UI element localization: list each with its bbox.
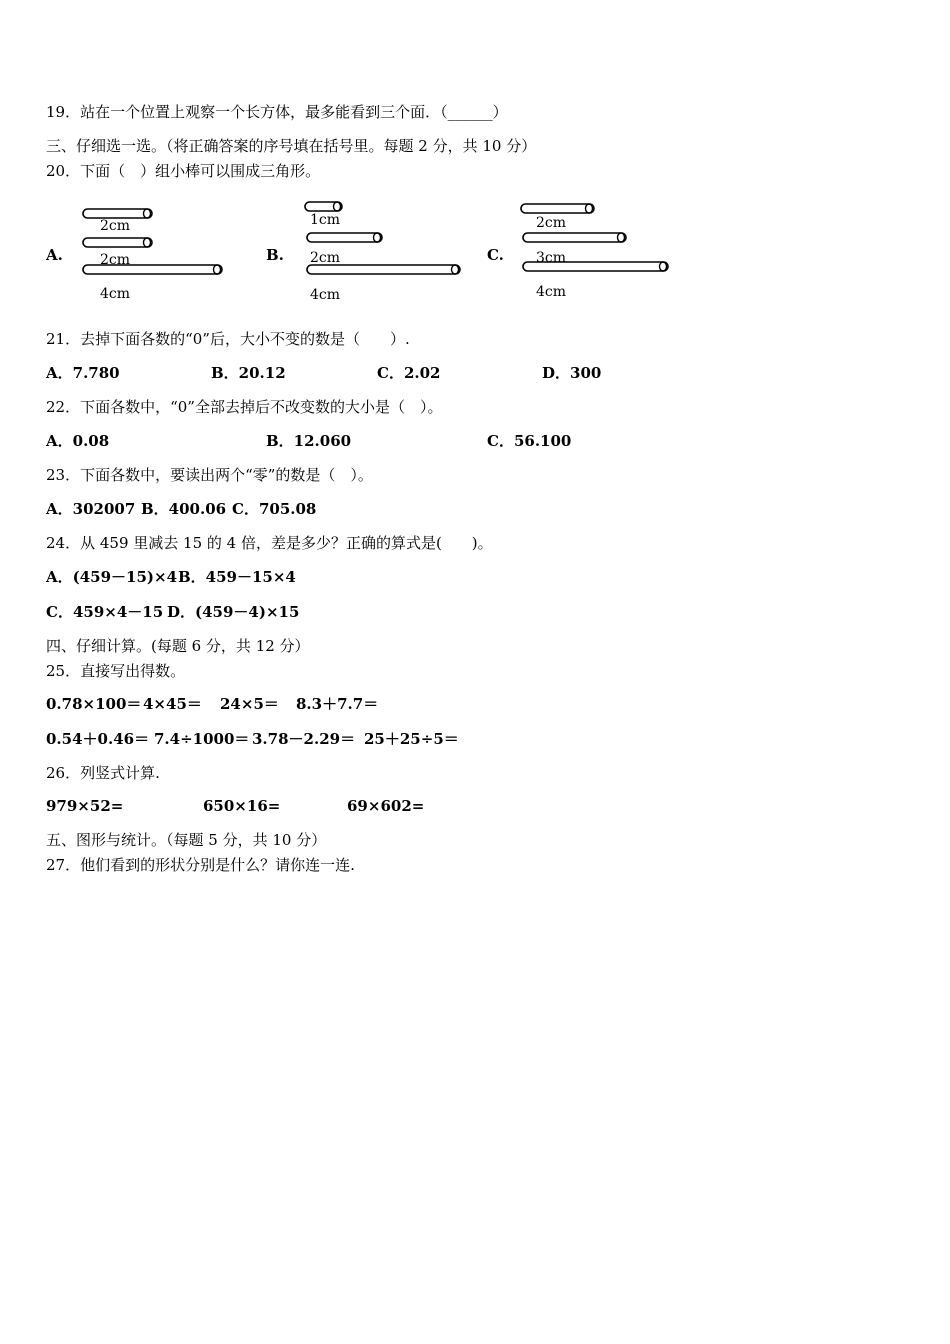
- q25-row1-item1: 0.78×100＝: [46, 695, 142, 713]
- option-b-label: B.: [266, 246, 284, 264]
- stick-c1: [520, 203, 596, 215]
- question-20: 20．下面（ ）组小棒可以围成三角形。: [46, 162, 321, 180]
- stick-a3: [82, 264, 224, 276]
- q25-row2-item2: 7.4÷1000＝: [154, 730, 250, 748]
- q24-option-a: A．(459－15)×4: [46, 568, 178, 586]
- stick-b3: [306, 264, 462, 276]
- q25-row1-item2: 4×45＝: [143, 695, 202, 713]
- stick-a2-label: 2cm: [100, 252, 131, 268]
- q26-item3: 69×602=: [347, 797, 425, 815]
- q21-option-b: B．20.12: [211, 364, 286, 382]
- question-19: 19．站在一个位置上观察一个长方体，最多能看到三个面．（______）: [46, 103, 508, 121]
- q26-item1: 979×52=: [46, 797, 124, 815]
- question-21: 21．去掉下面各数的“0”后，大小不变的数是（ ）.: [46, 330, 410, 348]
- section-4-heading: 四、仔细计算。(每题 6 分，共 12 分）: [46, 637, 310, 655]
- stick-b1-label: 1cm: [310, 212, 341, 228]
- q24-option-c: C．459×4－15: [46, 603, 164, 621]
- stick-c3-label: 4cm: [536, 284, 567, 300]
- q21-option-a: A．7.780: [46, 364, 120, 382]
- option-c-label: C.: [487, 246, 504, 264]
- q22-option-b: B．12.060: [266, 432, 352, 450]
- q26-item2: 650×16=: [203, 797, 281, 815]
- section-5-heading: 五、图形与统计。（每题 5 分，共 10 分）: [46, 831, 327, 849]
- question-23: 23．下面各数中，要读出两个“零”的数是（ ）。: [46, 466, 373, 484]
- q25-row2-item4: 25＋25÷5＝: [364, 730, 459, 748]
- q22-option-a: A．0.08: [46, 432, 110, 450]
- option-a-label: A.: [46, 246, 63, 264]
- question-27: 27．他们看到的形状分别是什么？请你连一连.: [46, 856, 355, 874]
- q21-option-d: D．300: [542, 364, 602, 382]
- stick-c1-label: 2cm: [536, 215, 567, 231]
- q25-row1-item4: 8.3＋7.7＝: [296, 695, 379, 713]
- stick-a1-label: 2cm: [100, 218, 131, 234]
- q21-option-c: C．2.02: [377, 364, 441, 382]
- q25-row2-item3: 3.78－2.29＝: [252, 730, 356, 748]
- stick-b2-label: 2cm: [310, 250, 341, 266]
- q24-option-d: D．(459－4)×15: [167, 603, 300, 621]
- section-3-heading: 三、仔细选一选。（将正确答案的序号填在括号里。每题 2 分，共 10 分）: [46, 137, 537, 155]
- q23-option-a: A．302007: [46, 500, 136, 518]
- q24-option-b: B．459－15×4: [178, 568, 296, 586]
- question-22: 22．下面各数中，“0”全部去掉后不改变数的大小是（ ）。: [46, 398, 443, 416]
- q23-option-b: B．400.06: [141, 500, 227, 518]
- stick-b2: [306, 232, 384, 244]
- stick-a3-label: 4cm: [100, 286, 131, 302]
- stick-a2: [82, 237, 154, 249]
- stick-c3: [522, 261, 670, 273]
- q23-option-c: C．705.08: [232, 500, 317, 518]
- stick-b3-label: 4cm: [310, 287, 341, 303]
- q25-row2-item1: 0.54＋0.46＝: [46, 730, 150, 748]
- stick-c2: [522, 232, 628, 244]
- q22-option-c: C．56.100: [487, 432, 572, 450]
- q25-row1-item3: 24×5＝: [220, 695, 279, 713]
- stick-c2-label: 3cm: [536, 250, 567, 266]
- question-24: 24．从 459 里减去 15 的 4 倍，差是多少？正确的算式是( )。: [46, 534, 493, 552]
- question-26: 26．列竖式计算.: [46, 764, 160, 782]
- question-25: 25．直接写出得数。: [46, 662, 186, 680]
